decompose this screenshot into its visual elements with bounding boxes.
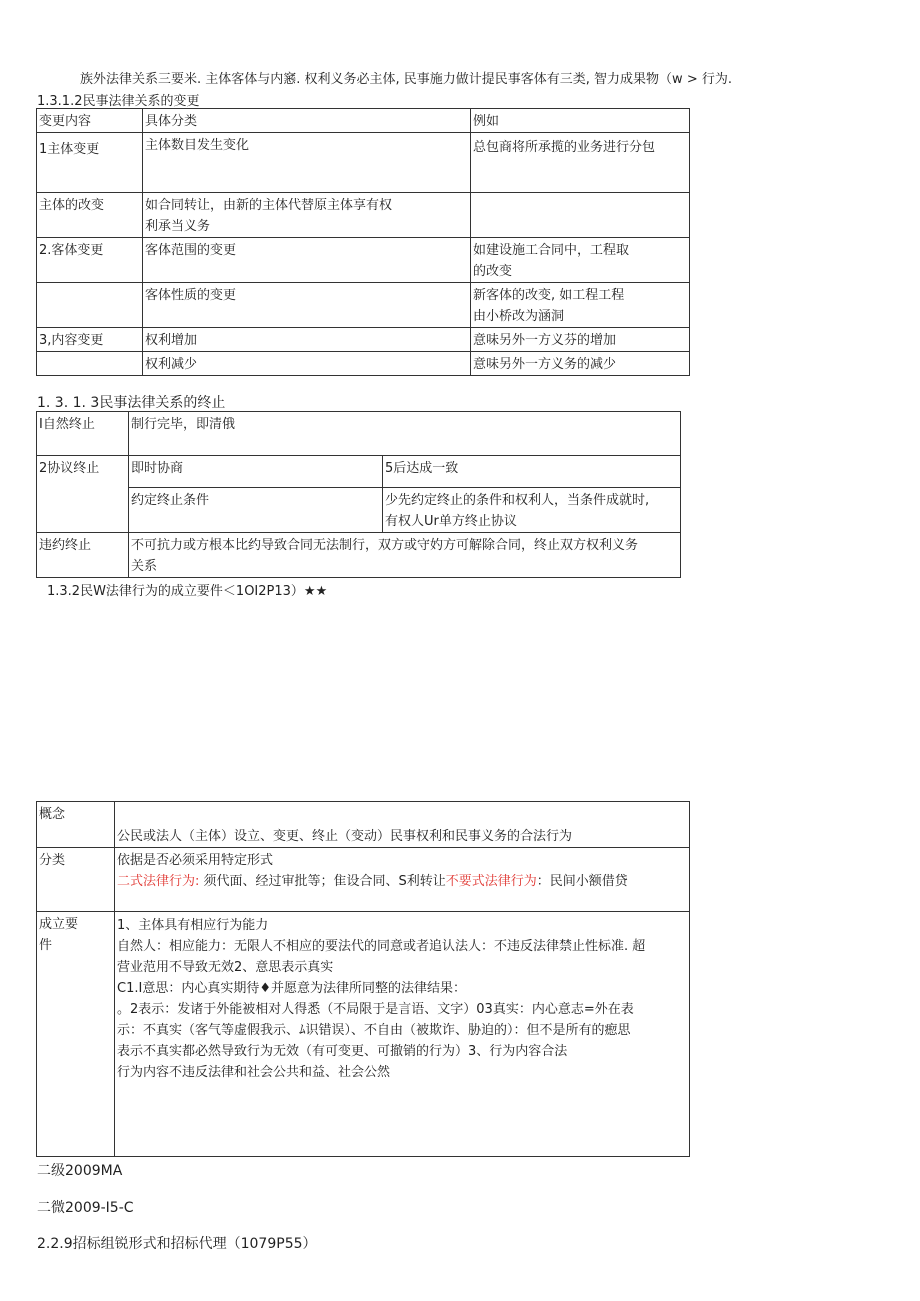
table-cell: 如合同转让，由新的主体代替原主体享有权 利承当义务 <box>143 193 471 238</box>
table-cell: 制行完毕，即清俄 <box>129 412 681 456</box>
table-cell: 权利减少 <box>143 352 471 376</box>
table-cell: 概念 <box>37 802 115 848</box>
table-cell: 意味另外一方义芬的增加 <box>471 328 690 352</box>
req-line: 表示不真实都必然导致行为无效（有可变更、可撤销的行为）3、行为内容合法 <box>117 1044 568 1059</box>
req-line: 行为内容不违反法律和社会公共和益、社会公然 <box>117 1065 391 1080</box>
table-cell: 1主体变更 <box>37 133 143 193</box>
table-header-row <box>37 109 690 133</box>
table-cell: 如建设施工合同中，工程取 的改变 <box>471 238 690 283</box>
informal-act-label: 不要式法律行为 <box>445 874 537 889</box>
table-row <box>37 533 681 578</box>
table-row <box>37 238 690 283</box>
formal-act-label: 二式法律行为: <box>117 874 200 889</box>
table-cell: 新客体的改变, 如工程工程 由小桥改为涵洞 <box>471 283 690 328</box>
header-cell: 变更内容 <box>37 109 143 133</box>
req-line: 示：不真实（客气等虚假我示、ﾑ识错误）、不自由（被欺诈、胁迫的）：但不是所有的瘛思 <box>117 1023 631 1038</box>
table-cell: 公民或法人（主体）设立、变更、终止（变动）民事权利和民事义务的合法行为 <box>115 802 690 848</box>
footer-line-1: 二级2009MA <box>37 1163 123 1179</box>
table-cell: 客体范围的变更 <box>143 238 471 283</box>
header-cell: 具体分类 <box>143 109 471 133</box>
table-row <box>37 456 681 488</box>
header-cell: 例如 <box>471 109 690 133</box>
table-cell: 总包商将所承揽的业务进行分包 <box>471 133 690 193</box>
table-row <box>37 133 690 193</box>
table-cell: 不可抗力或方根本比约导致合同无法制行，双方或守妁方可解除合同，终止双方权利义务 关系 <box>129 533 681 578</box>
footer-line-2: 二微2009-I5-C <box>37 1200 134 1216</box>
table-row <box>37 412 681 456</box>
section-change-heading: 1.3.1.2民事法律关系的变更 <box>37 94 200 109</box>
table-row <box>37 912 690 1157</box>
table-cell: 分类 <box>37 848 115 912</box>
table-cell: 违约终止 <box>37 533 129 578</box>
table-row <box>37 848 690 912</box>
table-cell: 少先约定终止的条件和权利人，当条件成就时, 有权人Ur单方终止协议 <box>383 488 681 533</box>
table-cell: 主体数目发生变化 <box>143 133 471 193</box>
table-cell <box>37 352 143 376</box>
req-line: 营业范用不导致无效2、意思表示真实 <box>117 960 334 975</box>
table-row <box>37 193 690 238</box>
table-cell: 客体性质的变更 <box>143 283 471 328</box>
table-row <box>37 488 681 533</box>
table-cell <box>115 912 690 1157</box>
table-cell <box>37 283 143 328</box>
formal-act-text: 须代面、经过审批等；隹设合同、S利转让 <box>199 874 446 889</box>
req-line: 1、主体具有相应行为能力 <box>117 918 269 933</box>
table-cell: 成立要 件 <box>37 912 115 1157</box>
table-cell: 2.客体变更 <box>37 238 143 283</box>
table-cell: 3,内容变更 <box>37 328 143 352</box>
table-row <box>37 352 690 376</box>
informal-act-text: ：民间小额借贷 <box>536 874 628 889</box>
table-cell: 2协议终止 <box>37 456 129 533</box>
table-cell: 约定终止条件 <box>129 488 383 533</box>
footer-line-3: 2.2.9招标组锐形式和招标代理（1079P55） <box>37 1236 317 1252</box>
table-row <box>37 328 690 352</box>
table-cell: 5后达成一致 <box>383 456 681 488</box>
section-act-heading: 1.3.2民W法律行为的成立要件＜1OI2P13）★★ <box>47 584 328 599</box>
table-cell: 权利增加 <box>143 328 471 352</box>
legal-act-table <box>36 801 690 1157</box>
table-cell: 即时协商 <box>129 456 383 488</box>
table-cell <box>471 193 690 238</box>
req-line: 自然人：相应能力：无限人不相应的要法代的同意或者追认法人：不违反法律禁止性标准. 超 <box>117 939 646 954</box>
table-cell: 主体的改变 <box>37 193 143 238</box>
table-cell <box>115 848 690 912</box>
req-line: C1.I意思：内心真实期待♦并愿意为法律所同整的法律结果： <box>117 981 466 996</box>
req-line: 。2表示：发诸于外能被相对人得悉（不局限于是言语、文字）03真实：内心意志=外在表 <box>117 1002 634 1017</box>
section-end-heading: 1. 3. 1. 3民事法律关系的终止 <box>37 395 226 411</box>
classify-detail <box>117 871 686 892</box>
table-cell: 意味另外一方义务的减少 <box>471 352 690 376</box>
table-cell: I自然终止 <box>37 412 129 456</box>
termination-table <box>36 411 681 578</box>
intro-line: 族外法律关系三要米. 主体客体与内窸. 权利义务必主体, 民事施力做计提民事客体有三类, 智力成果物（w > 行为. <box>80 72 732 87</box>
table-row <box>37 283 690 328</box>
classify-line: 依据是否必须采用特定形式 <box>117 853 274 868</box>
change-table <box>36 108 690 376</box>
table-row <box>37 802 690 848</box>
